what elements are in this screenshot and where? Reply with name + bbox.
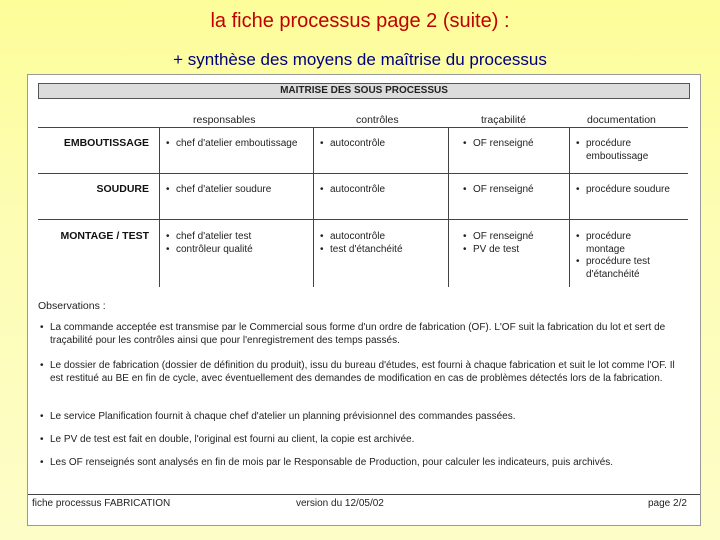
list-item: • contrôleur qualité — [166, 244, 311, 257]
observation-item: • Le service Planification fournit à chaque chef d'atelier un planning prévisionnel des commandes passées. — [50, 411, 680, 424]
table-cell — [463, 138, 568, 151]
observation-item: • Le PV de test est fait en double, l'original est fourni au client, la copie est archivée. — [50, 434, 680, 447]
list-item: • autocontrôle — [320, 138, 445, 151]
header-controles: contrôles — [356, 114, 399, 126]
list-item: • test d'étanchéité — [320, 244, 445, 257]
list-item: • PV de test — [463, 244, 568, 257]
table-divider — [38, 219, 688, 220]
list-item: • procédure soudure — [576, 184, 671, 197]
row-label-montage-test: MONTAGE / TEST — [60, 230, 149, 242]
table-divider — [448, 127, 449, 287]
header-responsables: responsables — [193, 114, 256, 126]
table-band-title: MAITRISE DES SOUS PROCESSUS — [38, 83, 690, 99]
row-label-soudure: SOUDURE — [96, 183, 149, 195]
list-item: • chef d'atelier soudure — [166, 184, 311, 197]
table-cell — [166, 184, 311, 197]
list-item: • chef d'atelier test — [166, 231, 311, 244]
table-cell — [320, 231, 445, 256]
list-item: • autocontrôle — [320, 184, 445, 197]
list-item: • procédure montage — [576, 231, 671, 256]
footer-left: fiche processus FABRICATION — [32, 498, 171, 509]
list-item: • procédure test d'étanchéité — [576, 256, 671, 281]
table-cell — [576, 138, 681, 163]
slide-subtitle: + synthèse des moyens de maîtrise du processus — [173, 50, 547, 69]
table-cell — [320, 184, 445, 197]
header-documentation: documentation — [587, 114, 656, 126]
observations-title: Observations : — [38, 300, 106, 312]
list-item: • OF renseigné — [463, 231, 568, 244]
list-item: • autocontrôle — [320, 231, 445, 244]
header-tracabilite: traçabilité — [481, 114, 526, 126]
row-label-emboutissage: EMBOUTISSAGE — [63, 137, 149, 149]
table-cell — [576, 184, 671, 197]
process-sheet — [27, 74, 701, 526]
table-divider — [569, 127, 570, 287]
observation-item: • Les OF renseignés sont analysés en fin de mois par le Responsable de Production, pour calculer les indicateurs, puis archivés. — [50, 457, 680, 470]
list-item: • chef d'atelier emboutissage — [166, 138, 306, 151]
table-divider — [313, 127, 314, 287]
table-divider — [38, 173, 688, 174]
observation-item: • Le dossier de fabrication (dossier de définition du produit), issu du bureau d'études, est fourni à chaque fabrication et suit le lot comme l'OF. Il est restitué au BE en fin de cycle, avec éventuellement des demandes de modification en cas de problèmes détectés lors de la fabrication. — [50, 360, 680, 385]
table-cell — [166, 138, 306, 151]
table-cell — [576, 231, 671, 281]
table-cell — [320, 138, 445, 151]
table-cell — [463, 231, 568, 256]
footer-divider — [28, 494, 700, 495]
table-cell — [463, 184, 568, 197]
table-cell — [166, 231, 311, 256]
footer-version: version du 12/05/02 — [296, 498, 384, 509]
slide-title: la fiche processus page 2 (suite) : — [210, 10, 510, 32]
footer-page: page 2/2 — [648, 498, 687, 509]
table-divider — [38, 127, 688, 128]
table-divider — [159, 127, 160, 287]
list-item: • OF renseigné — [463, 138, 568, 151]
list-item: • OF renseigné — [463, 184, 568, 197]
list-item: • procédure emboutissage — [576, 138, 681, 163]
observation-item: • La commande acceptée est transmise par le Commercial sous forme d'un ordre de fabrication (OF). L'OF suit la fabrication du lot et sert de traçabilité pour les contrôles ainsi que pour l'enregistrement des temps passés. — [50, 322, 680, 347]
